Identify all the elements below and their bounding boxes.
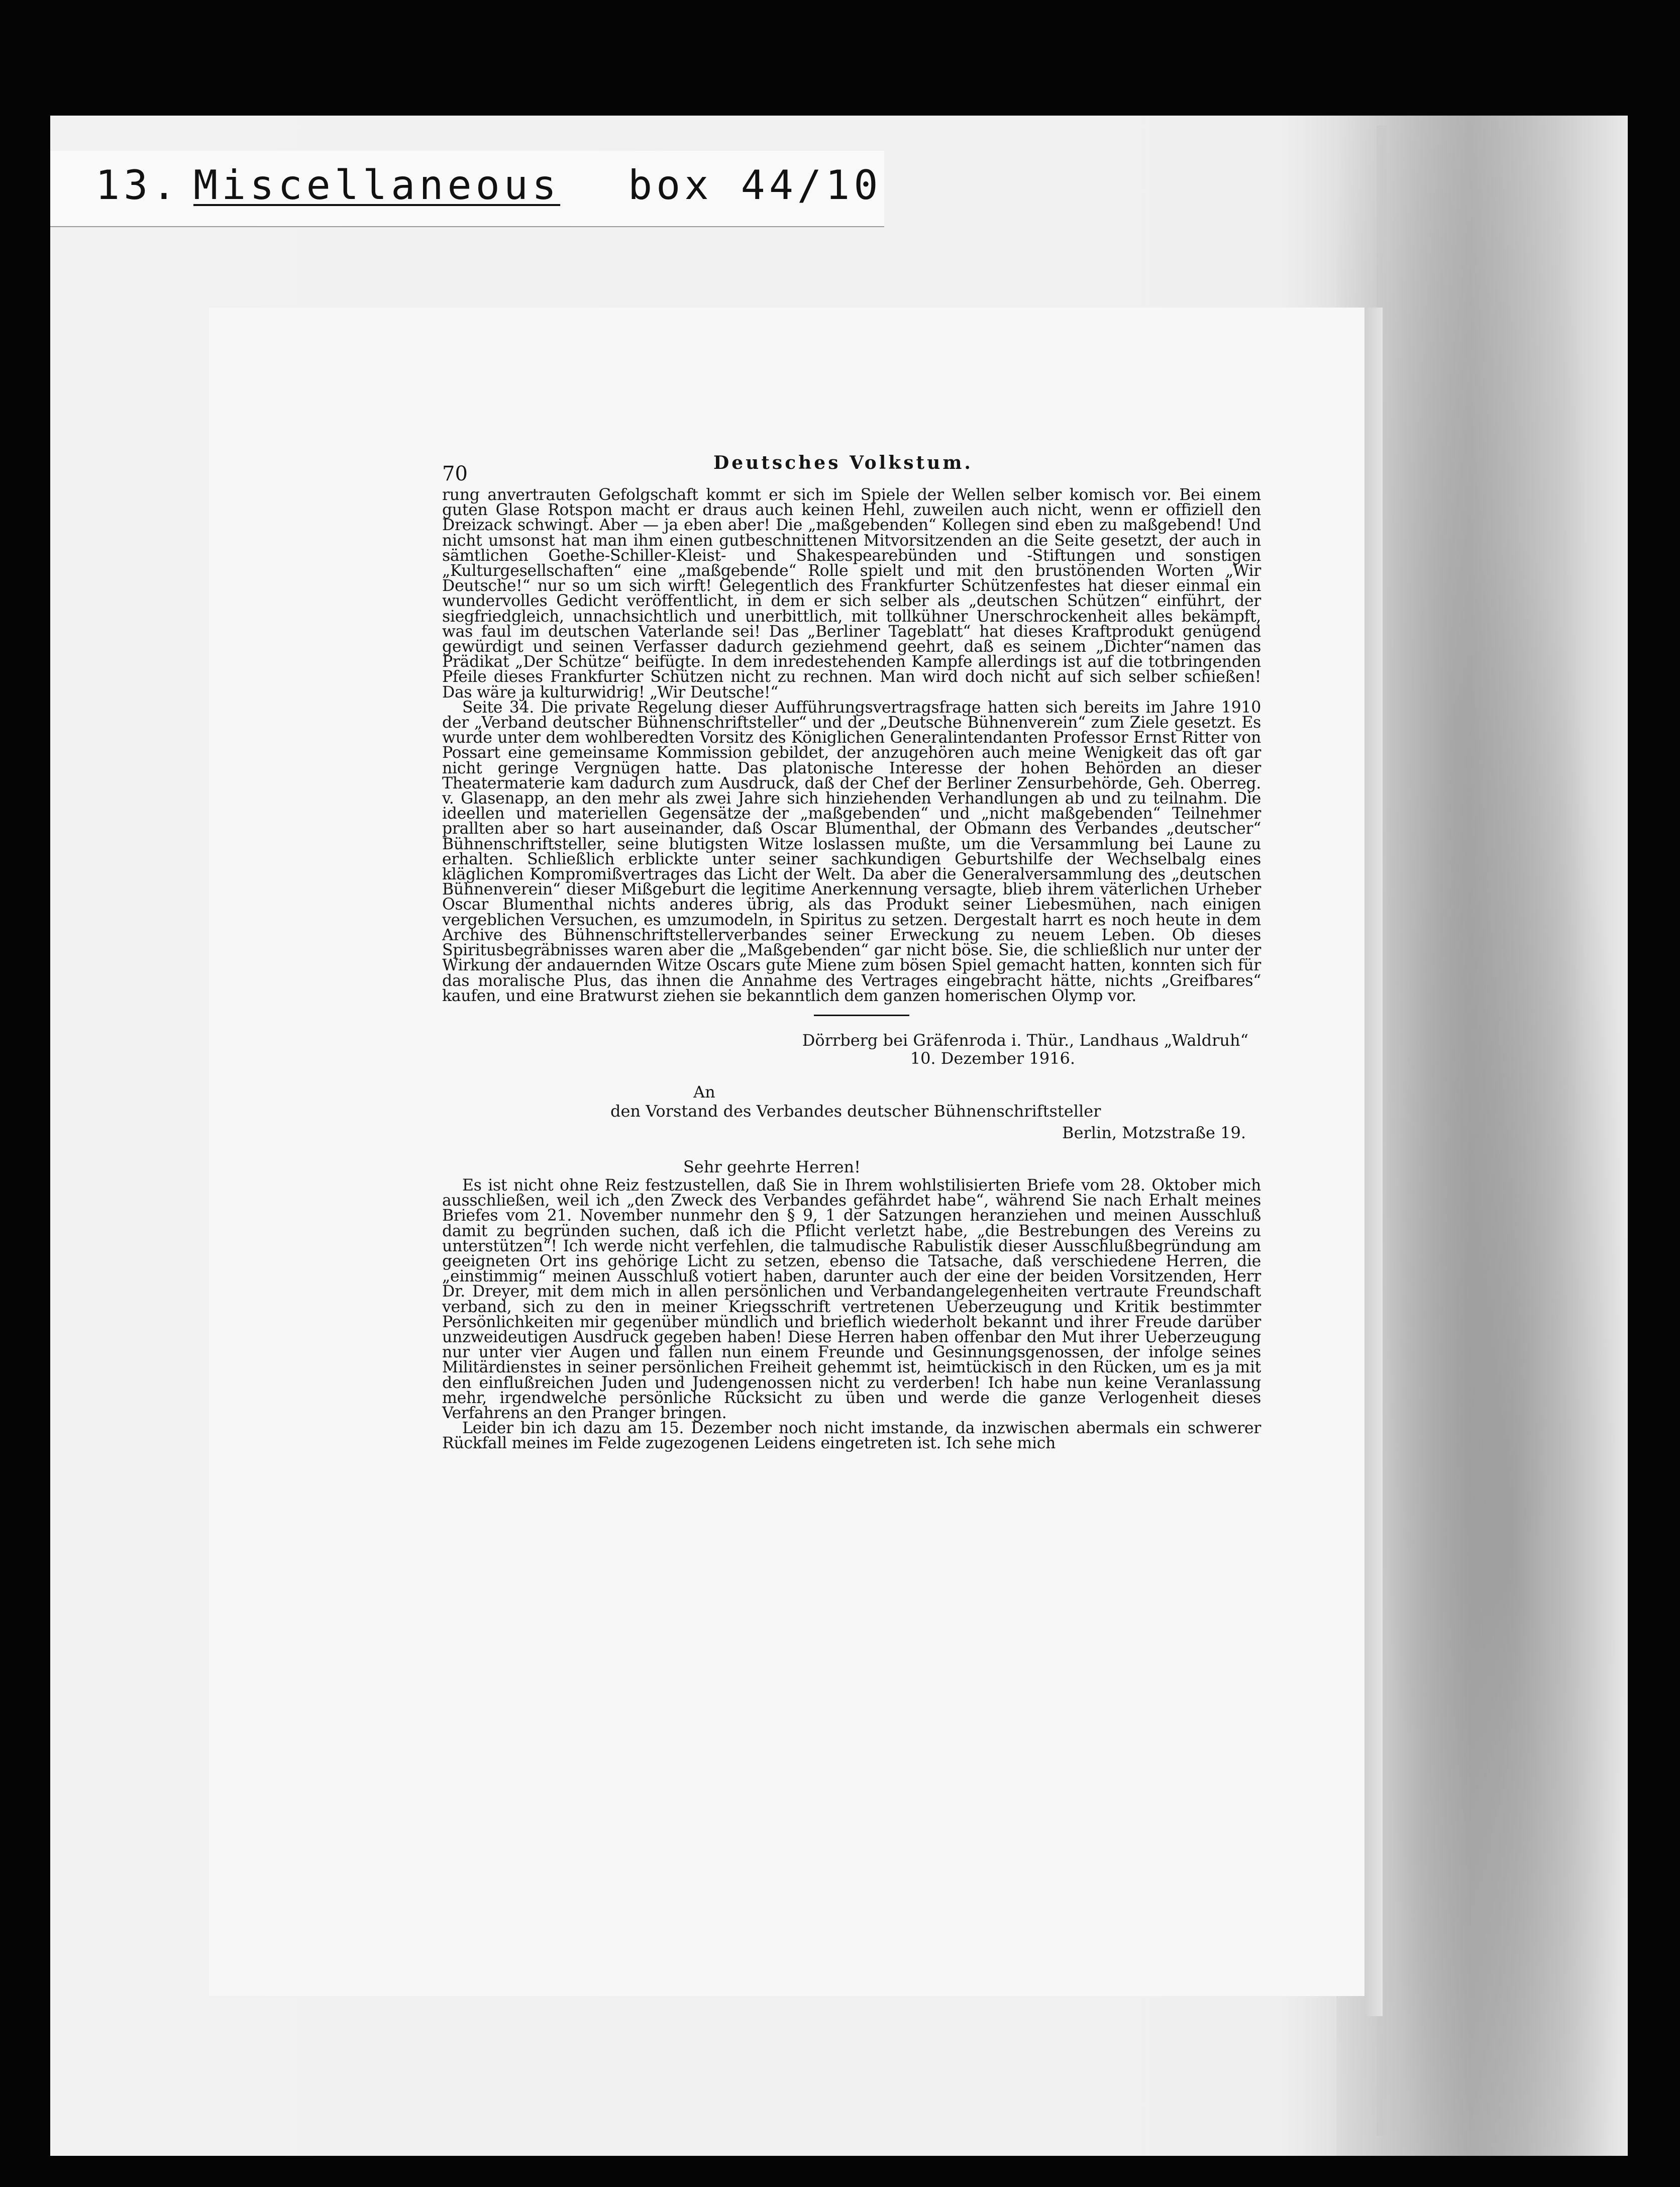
article-paragraph: Seite 34. Die private Regelung dieser Aufführungsvertragsfrage hatten sich bereits im Jahre 1910 der „Verband deutscher Bühnenschriftsteller“ und der „Deutsche Bühnenverein“ zum Ziele gesetzt. Es wurde unter dem wohlberedten Vorsitz des Königlichen Generalintendanten Professor Ernst Ritter von Possart eine gemeinsame Kommission gebildet, der anzugehören auch meine Wenigkeit das oft gar nicht geringe Vergnügen hatte. Das platonische Interesse der hohen Behörden an dieser Theatermaterie kam dadurch zum Ausdruck, daß der Chef der Berliner Zensurbehörde, Geh. Oberreg. v. Glasenapp, an den mehr als zwei Jahre sich hinziehenden Verhandlungen ab und zu teilnahm. Die ideellen und materiellen Gegensätze der „maßgebenden“ und „nicht maßgebenden“ Teilnehmer prallten aber so hart auseinander, daß Oscar Blumenthal, der Obmann des Verbandes „deutscher“ Bühnenschriftsteller, seine blutigsten Witze loslassen mußte, um die Versammlung bei Laune zu erhalten. Schließlich erblickte unter seiner sachkundigen Geburtshilfe der Wechselbalg eines kläglichen Kompromißvertrages das Licht der Welt. Da aber die Generalversammlung des „deutschen Bühnenverein“ dieser Mißgeburt die legitime Anerkennung versagte, blieb ihrem väterlichen Urheber Oscar Blumenthal nichts anderes übrig, als das Produkt seiner Liebesmühen, nach einigen vergeblichen Versuchen, es umzumodeln, in Spiritus zu setzen. Dergestalt harrt es noch heute in dem Archive des Bühnenschriftstellerverbandes seiner Erweckung zu neuem Leben. Ob dieses Spiritusbegräbnisses waren aber die „Maßgebenden“ gar nicht böse. Sie, die schließlich nur unter der Wirkung der andauernden Witze Oscars gute Miene zum bösen Spiel gemacht hatten, konnten sich für das moralische Plus, das ihnen die Annahme des Vertrages eingebracht hätte, nichts „Greifbares“ kaufen, und eine Bratwurst ziehen sie bekanntlich dem ganzen homerischen Olymp vor.	[442, 698, 1261, 1005]
letter-place: Dörrberg bei Gräfenroda i. Thür., Landhaus „Waldruh“	[802, 1030, 1248, 1050]
page-header	[442, 452, 1261, 487]
letter-body	[442, 1178, 1261, 1451]
clipping-shadow	[1364, 308, 1383, 2016]
addressee-address: Berlin, Motzstraße 19.	[1062, 1123, 1246, 1142]
running-title: Deutsches Volkstum.	[713, 452, 973, 473]
letter-salutation: Sehr geehrte Herren!	[683, 1157, 861, 1176]
letter-paragraph: Es ist nicht ohne Reiz festzustellen, daß Sie in Ihrem wohlstilisierten Briefe vom 28. Oktober mich ausschließen, weil ich „den Zweck des Verbandes gefährdet habe“, während Sie nach Erhalt meines Briefes vom 21. November nunmehr den § 9, 1 der Satzungen heranziehen und meinen Ausschluß damit zu begründen suchen, daß ich die Pflicht verletzt habe, „die Bestrebungen des Vereins zu unterstützen“! Ich werde nicht verfehlen, die talmudische Rabulistik dieser Ausschlußbegründung am geeigneten Ort ins gehörige Licht zu setzen, ebenso die Tatsache, daß verschiedene Herren, die „einstimmig“ meinen Ausschluß votiert haben, darunter auch der eine der beiden Vorsitzenden, Herr Dr. Dreyer, mit dem mich in allen persönlichen und Verbandangelegenheiten vertraute Freundschaft verband, sich zu den in meiner Kriegsschrift vertretenen Ueberzeugung und Kritik bestimmter Persönlichkeiten mir gegenüber mündlich und brieflich wiederholt bekannt und ihrer Freude darüber unzweideutigen Ausdruck gegeben haben! Diese Herren haben offenbar den Mut ihrer Ueberzeugung nur unter vier Augen und fallen nun einem Freunde und Gesinnungsgenossen, der infolge seines Militärdienstes in seiner persönlichen Freiheit gehemmt ist, heimtückisch in den Rücken, um es ja mit den einflußreichen Juden und Judengenossen nicht zu verderben! Ich habe nun keine Veranlassung mehr, irgendwelche persönliche Rücksicht zu üben und werde die ganze Verlogenheit dieses Verfahrens an den Pranger bringen.	[442, 1176, 1261, 1422]
letter-date: 10. Dezember 1916.	[910, 1048, 1075, 1068]
article-text-block	[442, 452, 1261, 1451]
addressee: den Vorstand des Verbandes deutscher Bühnenschriftsteller	[610, 1101, 1101, 1121]
section-divider	[814, 1015, 909, 1016]
article-paragraph: rung anvertrauten Gefolgschaft kommt er sich im Spiele der Wellen selber komisch vor. Bei einem guten Glase Rotspon macht er draus auch keinen Hehl, zuweilen auch nicht, wenn er offiziell den Dreizack schwingt. Aber — ja eben aber! Die „maßgebenden“ Kollegen sind eben zu maßgebend! Und nicht umsonst hat man ihm einen gutbeschnittenen Mitvorsitzenden an die Seite gesetzt, der auch in sämtlichen Goethe-Schiller-Kleist- und Shakespearebünden und -Stiftungen und sonstigen „Kulturgesellschaften“ eine „maßgebende“ Rolle spielt und mit den brustönenden Worten „Wir Deutsche!“ nur so um sich wirft! Gelegentlich des Frankfurter Schützenfestes hat dieser einmal ein wundervolles Gedicht veröffentlicht, in dem er sich selber als „deutschen Schützen“ einführt, der siegfriedgleich, unnachsichtlich und unerbittlich, mit tollkühner Unerschrockenheit alles bekämpft, was faul im deutschen Vaterlande sei! Das „Berliner Tageblatt“ hat dieses Kraftprodukt genügend gewürdigt und seinen Verfasser dadurch geziehmend geehrt, daß es seinem „Dichter“namen das Prädikat „Der Schütze“ beifügte. In dem inredestehenden Kampfe allerdings ist auf die totbringenden Pfeile dieses Frankfurter Schützen nicht zu rechnen. Man wird doch nicht auf sich selber schießen! Das wäre ja kulturwidrig! „Wir Deutsche!“	[442, 486, 1261, 702]
letter-paragraph: Leider bin ich dazu am 15. Dezember noch nicht imstande, da inzwischen abermals ein schwerer Rückfall meines im Felde zugezogenen Leidens eingetreten ist. Ich sehe mich	[442, 1419, 1261, 1453]
addressee-prefix: An	[693, 1082, 715, 1102]
folder-label-category: Miscellaneous	[193, 162, 561, 209]
folder-label-box: box 44/10	[628, 162, 882, 209]
folder-label-number: 13.	[95, 162, 180, 209]
page-number: 70	[442, 462, 468, 485]
